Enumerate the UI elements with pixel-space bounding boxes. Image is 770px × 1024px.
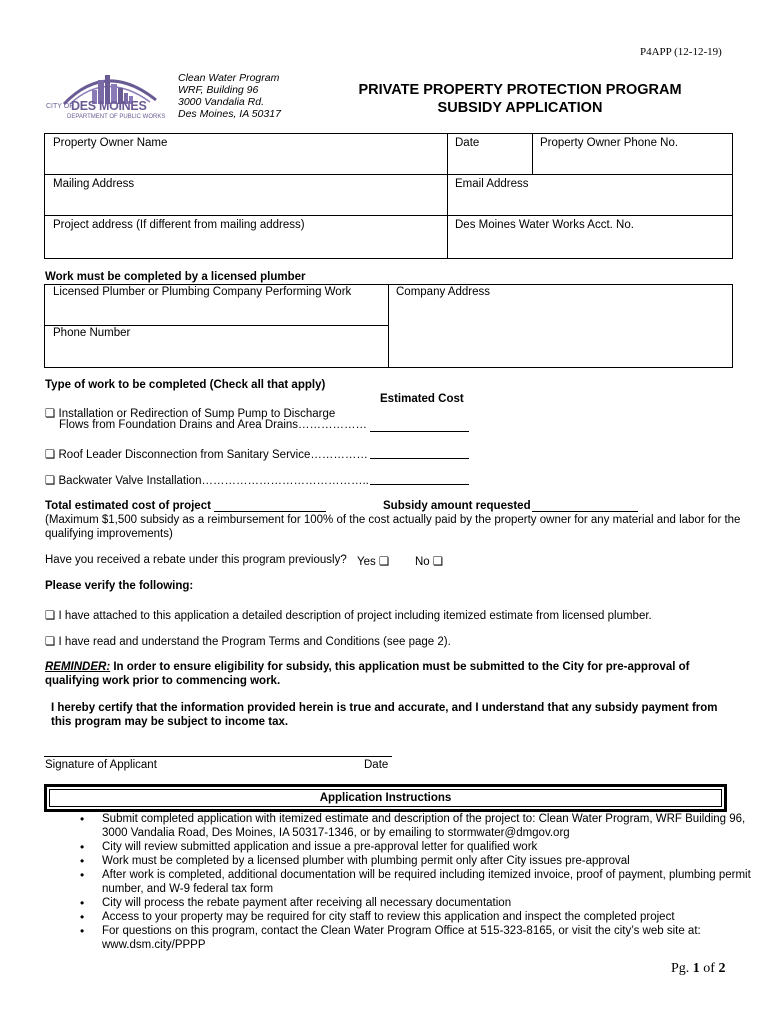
list-item: • City will review submitted application and issue a pre-approval letter for qualified work xyxy=(72,840,752,854)
rebate-no-checkbox[interactable]: No ❏ xyxy=(415,556,444,568)
form-code: P4APP (12-12-19) xyxy=(640,46,722,58)
signature-date-label: Date xyxy=(364,759,389,771)
mailing-address-field[interactable]: Mailing Address xyxy=(53,178,135,190)
owner-info-table xyxy=(44,133,733,259)
address-line: Des Moines, IA 50317 xyxy=(178,108,281,120)
signature-label: Signature of Applicant xyxy=(45,759,157,771)
page-number xyxy=(671,961,725,977)
estimated-cost-heading: Estimated Cost xyxy=(380,393,464,405)
rebate-question: Have you received a rebate under this program previously? xyxy=(45,554,347,566)
list-item: • For questions on this program, contact the Clean Water Program Office at 515-323-8165, or visit the city’s web site at: www.dsm.city/PPPP xyxy=(72,924,752,952)
maximum-subsidy-note: (Maximum $1,500 subsidy as a reimbursement for 100% of the cost actually paid by the property owner for any material and labor for the qualifying improvements) xyxy=(45,514,741,540)
title-line: PRIVATE PROPERTY PROTECTION PROGRAM xyxy=(358,82,682,98)
address-line: WRF, Building 96 xyxy=(178,84,259,96)
instructions-heading: Application Instructions xyxy=(49,789,722,807)
owner-phone-field[interactable]: Property Owner Phone No. xyxy=(540,137,679,149)
page-mid: of xyxy=(699,961,719,976)
plumber-heading: Work must be completed by a licensed plumber xyxy=(45,271,306,283)
plumber-company-field[interactable]: Licensed Plumber or Plumbing Company Performing Work xyxy=(53,286,352,298)
signature-line[interactable] xyxy=(44,756,392,757)
work-type-heading: Type of work to be completed (Check all that apply) xyxy=(45,379,326,391)
reminder-notice xyxy=(45,660,745,688)
table-divider xyxy=(44,325,389,326)
logo-department: DEPARTMENT OF PUBLIC WORKS xyxy=(67,114,166,120)
page-prefix: Pg. xyxy=(671,961,693,976)
verify-attached-checkbox[interactable]: ❏ I have attached to this application a detailed description of project including itemized estimate from licensed plumber. xyxy=(45,610,652,622)
total-cost-label: Total estimated cost of project xyxy=(45,500,211,512)
page-title xyxy=(330,81,710,117)
address-line: Clean Water Program xyxy=(178,72,280,84)
project-address-field[interactable]: Project address (If different from mailing address) xyxy=(53,219,305,231)
table-divider xyxy=(447,133,448,258)
water-works-acct-field[interactable]: Des Moines Water Works Acct. No. xyxy=(455,219,634,231)
backwater-valve-checkbox[interactable]: ❏ Backwater Valve Installation…………………………………….. xyxy=(45,475,369,487)
sump-pump-label: Flows from Foundation Drains and Area Drains……………… xyxy=(59,419,368,431)
table-divider xyxy=(532,133,533,175)
date-field[interactable]: Date xyxy=(455,137,480,149)
address-line: 3000 Vandalia Rd. xyxy=(178,96,265,108)
instructions-list xyxy=(72,812,752,952)
total-cost-line[interactable] xyxy=(214,511,326,512)
program-address xyxy=(178,72,281,120)
roof-leader-cost-line[interactable] xyxy=(370,458,469,459)
list-item: • Work must be completed by a licensed plumber with plumbing permit only after City issues pre-approval xyxy=(72,854,752,868)
title-line: SUBSIDY APPLICATION xyxy=(437,100,603,116)
instructions-header-box xyxy=(44,784,727,812)
verify-terms-checkbox[interactable]: ❏ I have read and understand the Program Terms and Conditions (see page 2). xyxy=(45,636,451,648)
list-item: • After work is completed, additional documentation will be required including itemized invoice, proof of payment, plumbing permit number, and W-9 federal tax form xyxy=(72,868,752,896)
sump-pump-checkbox[interactable]: ❏ Installation or Redirection of Sump Pump to Discharge xyxy=(45,408,336,420)
list-item: • Submit completed application with itemized estimate and description of the project to: Clean Water Program, WRF Building 96, 3000 Vandalia Road, Des Moines, IA 50317-1346, or by emailing to stormwater@dmgov.org xyxy=(72,812,752,840)
verify-heading: Please verify the following: xyxy=(45,580,194,592)
reminder-label: REMINDER: xyxy=(45,661,111,673)
table-divider xyxy=(44,174,732,175)
logo-city-name: DES MOINES xyxy=(71,99,147,113)
list-item: • City will process the rebate payment after receiving all necessary documentation xyxy=(72,896,752,910)
phone-number-field[interactable]: Phone Number xyxy=(53,327,131,339)
reminder-text: In order to ensure eligibility for subsidy, this application must be submitted to the City for pre-approval of qualifying work prior to commencing work. xyxy=(45,661,690,687)
certification-statement: I hereby certify that the information provided herein is true and accurate, and I understand that any subsidy payment from this program may be subject to income tax. xyxy=(51,702,718,728)
subsidy-amount-line[interactable] xyxy=(532,511,638,512)
logo-city-of: CITY OF xyxy=(46,103,74,110)
list-item: • Access to your property may be required for city staff to review this application and inspect the completed project xyxy=(72,910,752,924)
subsidy-amount-label: Subsidy amount requested xyxy=(383,500,531,512)
property-owner-name-field[interactable]: Property Owner Name xyxy=(53,137,168,149)
page-current: 1 xyxy=(692,961,700,976)
page-total: 2 xyxy=(718,961,726,976)
table-divider xyxy=(44,215,732,216)
email-address-field[interactable]: Email Address xyxy=(455,178,529,190)
company-address-field[interactable]: Company Address xyxy=(396,286,490,298)
rebate-yes-checkbox[interactable]: Yes ❏ xyxy=(357,556,390,568)
roof-leader-checkbox[interactable]: ❏ Roof Leader Disconnection from Sanitary Service…………… xyxy=(45,449,368,461)
backwater-valve-cost-line[interactable] xyxy=(370,484,469,485)
sump-pump-cost-line[interactable] xyxy=(370,431,469,432)
